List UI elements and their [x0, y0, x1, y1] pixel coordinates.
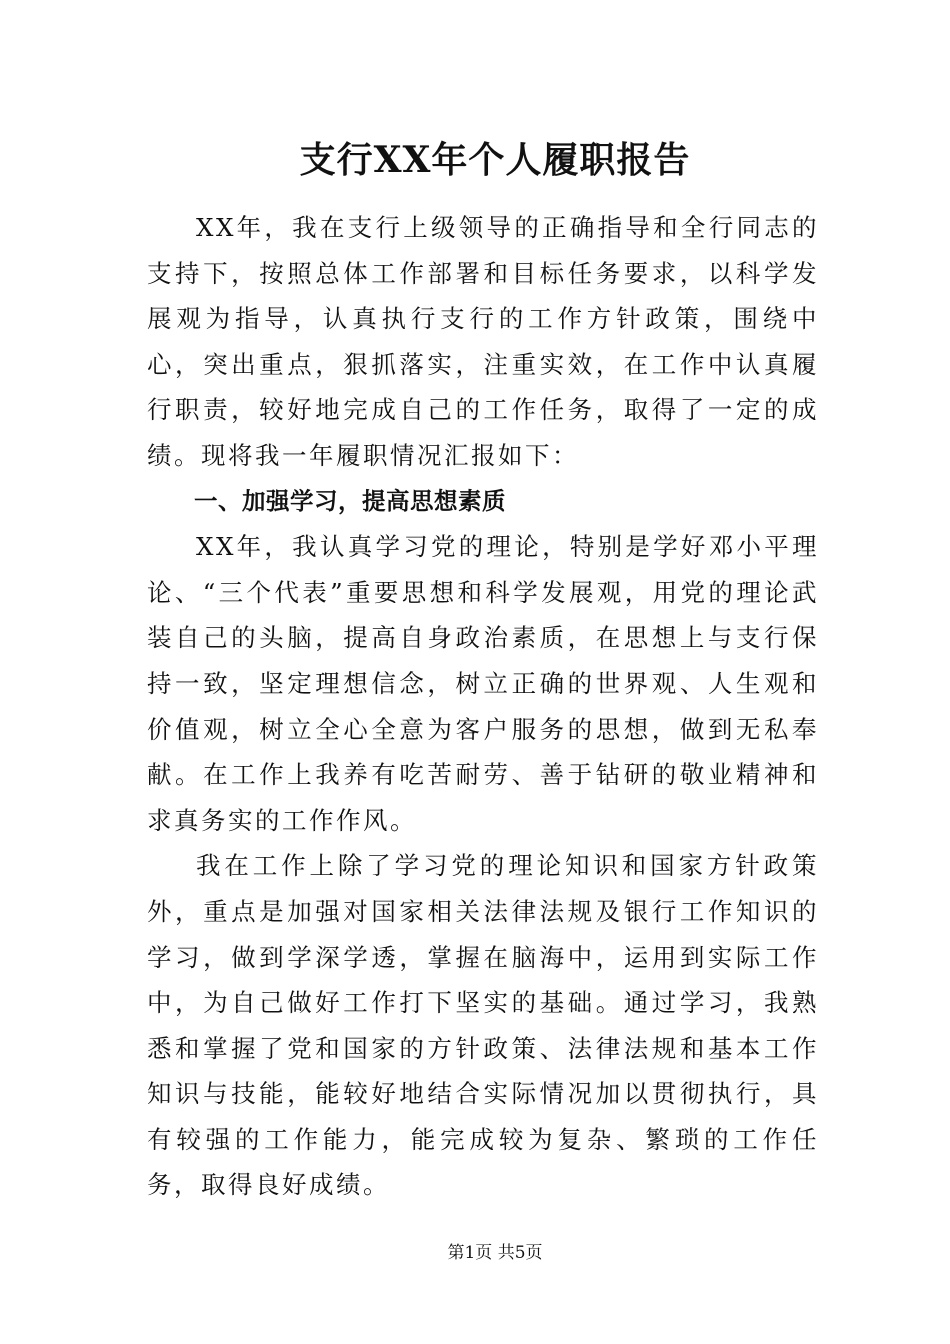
- intro-paragraph: XX年，我在支行上级领导的正确指导和全行同志的支持下，按照总体工作部署和目标任务要求，以科学发展观为指导，认真执行支行的工作方针政策，围绕中心，突出重点，狠抓落实，注重实效，在工作中认真履行职责，较好地完成自己的工作任务，取得了一定的成绩。现将我一年履职情况汇报如下：: [147, 213, 819, 470]
- document-body: [147, 205, 819, 1208]
- section-paragraph-2: 我在工作上除了学习党的理论知识和国家方针政策外，重点是加强对国家相关法律法规及银行工作知识的学习，做到学深学透，掌握在脑海中，运用到实际工作中，为自己做好工作打下坚实的基础。通过学习，我熟悉和掌握了党和国家的方针政策、法律法规和基本工作知识与技能，能较好地结合实际情况加以贯彻执行，具有较强的工作能力，能完成较为复杂、繁琐的工作任务，取得良好成绩。: [147, 851, 819, 1200]
- section-heading: 一、加强学习，提高思想素质: [194, 486, 506, 515]
- document-title: 支行XX年个人履职报告: [299, 139, 691, 181]
- page-number-footer: 第1页 共5页: [447, 1243, 543, 1263]
- section-paragraph-1: XX年，我认真学习党的理论，特别是学好邓小平理论、“三个代表”重要思想和科学发展观，用党的理论武装自己的头脑，提高自身政治素质，在思想上与支行保持一致，坚定理想信念，树立正确的世界观、人生观和价值观，树立全心全意为客户服务的思想，做到无私奉献。在工作上我养有吃苦耐劳、善于钻研的敬业精神和求真务实的工作作风。: [147, 532, 819, 835]
